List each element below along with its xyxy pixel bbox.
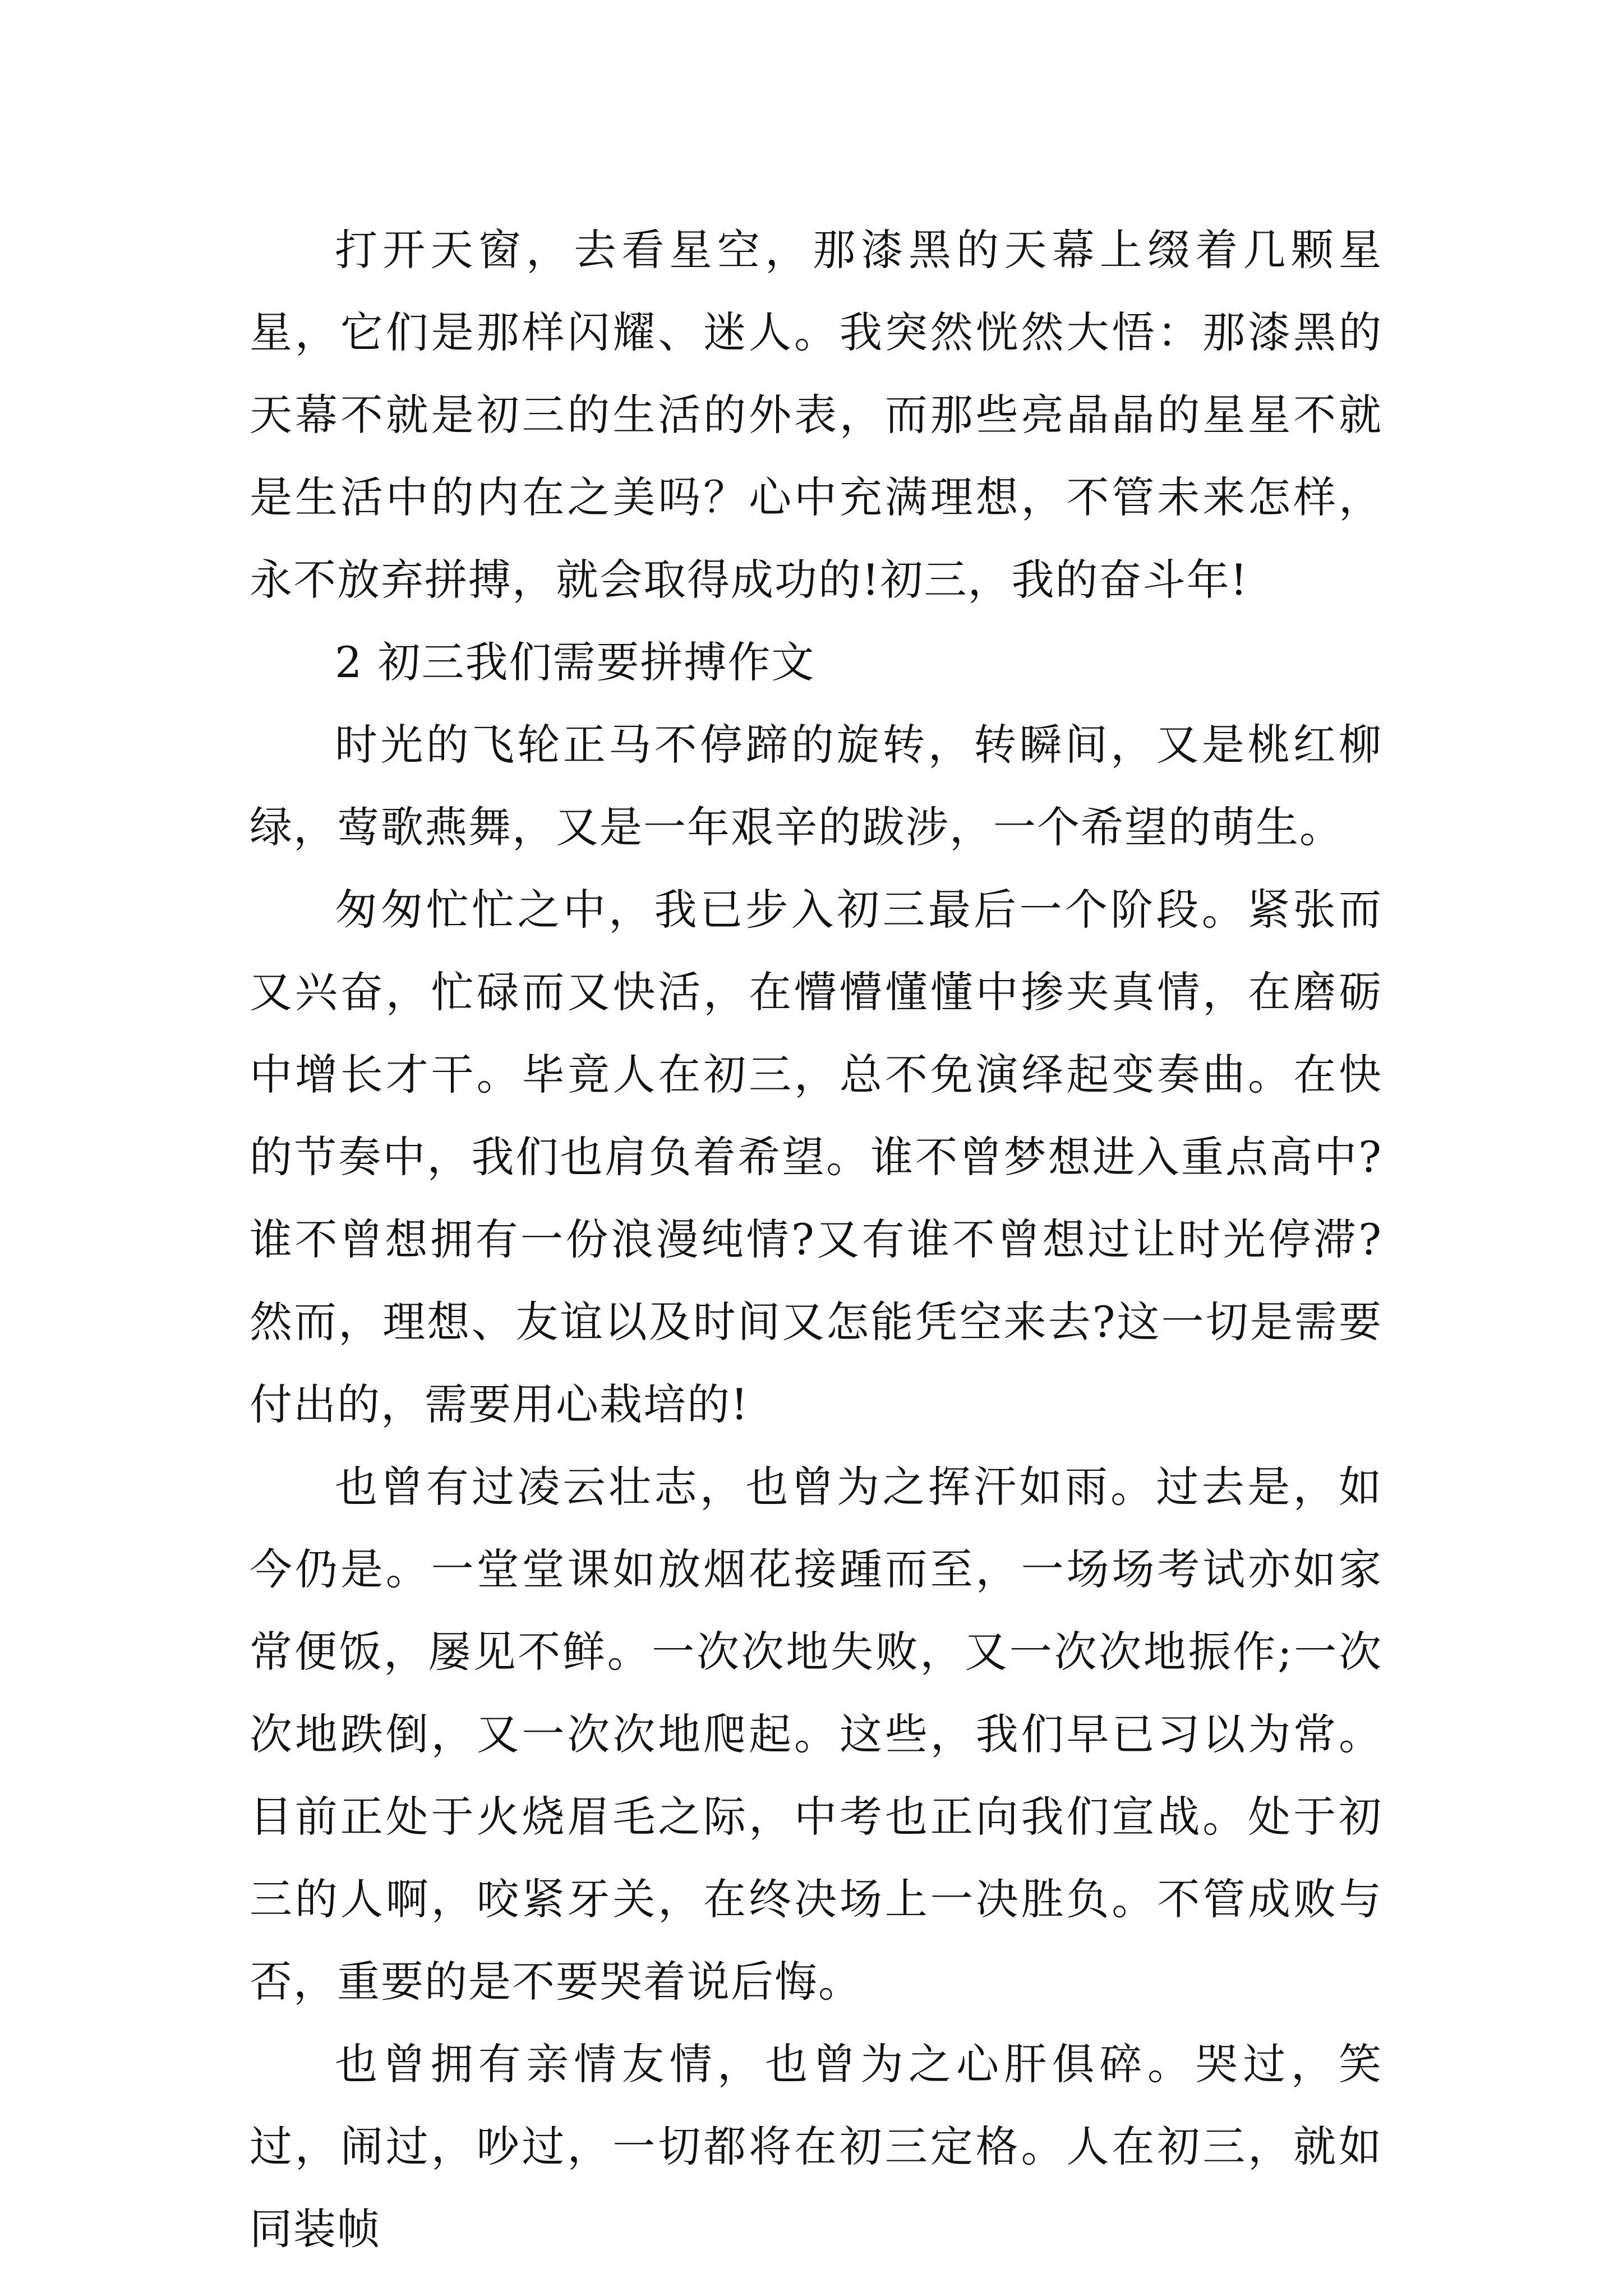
section-heading: 2 初三我们需要拼搏作文	[335, 637, 815, 687]
paragraph-starry-sky: 打开天窗，去看星空，那漆黑的天幕上缀着几颗星星，它们是那样闪耀、迷人。我突然恍然大悟：那漆黑的天幕不就是初三的生活的外表，而那些亮晶晶的星星不就是生活中的内在之美吗？心中充满理想，不管未来怎样，永不放弃拼搏，就会取得成功的!初三，我的奋斗年!	[250, 225, 1382, 605]
document-body	[250, 209, 1382, 2270]
paragraph-final-stage: 匆匆忙忙之中，我已步入初三最后一个阶段。紧张而又兴奋，忙碌而又快活，在懵懵懂懂中掺夹真情，在磨砺中增长才干。毕竟人在初三，总不免演绎起变奏曲。在快的节奏中，我们也肩负着希望。谁不曾梦想进入重点高中?谁不曾想拥有一份浪漫纯情?又有谁不曾想过让时光停滞?然而，理想、友谊以及时间又怎能凭空来去?这一切是需要付出的，需要用心栽培的!	[250, 885, 1382, 1429]
paragraph-ambition: 也曾有过凌云壮志，也曾为之挥汗如雨。过去是，如今仍是。一堂堂课如放烟花接踵而至，一场场考试亦如家常便饭，屡见不鲜。一次次地失败，又一次次地振作;一次次地跌倒，又一次次地爬起。这些，我们早已习以为常。目前正处于火烧眉毛之际，中考也正向我们宣战。处于初三的人啊，咬紧牙关，在终决场上一决胜负。不管成败与否，重要的是不要哭着说后悔。	[250, 1462, 1382, 2007]
paragraph-family-friendship: 也曾拥有亲情友情，也曾为之心肝俱碎。哭过，笑过，闹过，吵过，一切都将在初三定格。人在初三，就如同装帧	[250, 2039, 1382, 2254]
paragraph-time-wheel: 时光的飞轮正马不停蹄的旋转，转瞬间，又是桃红柳绿，莺歌燕舞，又是一年艰辛的跋涉，一个希望的萌生。	[250, 720, 1382, 852]
